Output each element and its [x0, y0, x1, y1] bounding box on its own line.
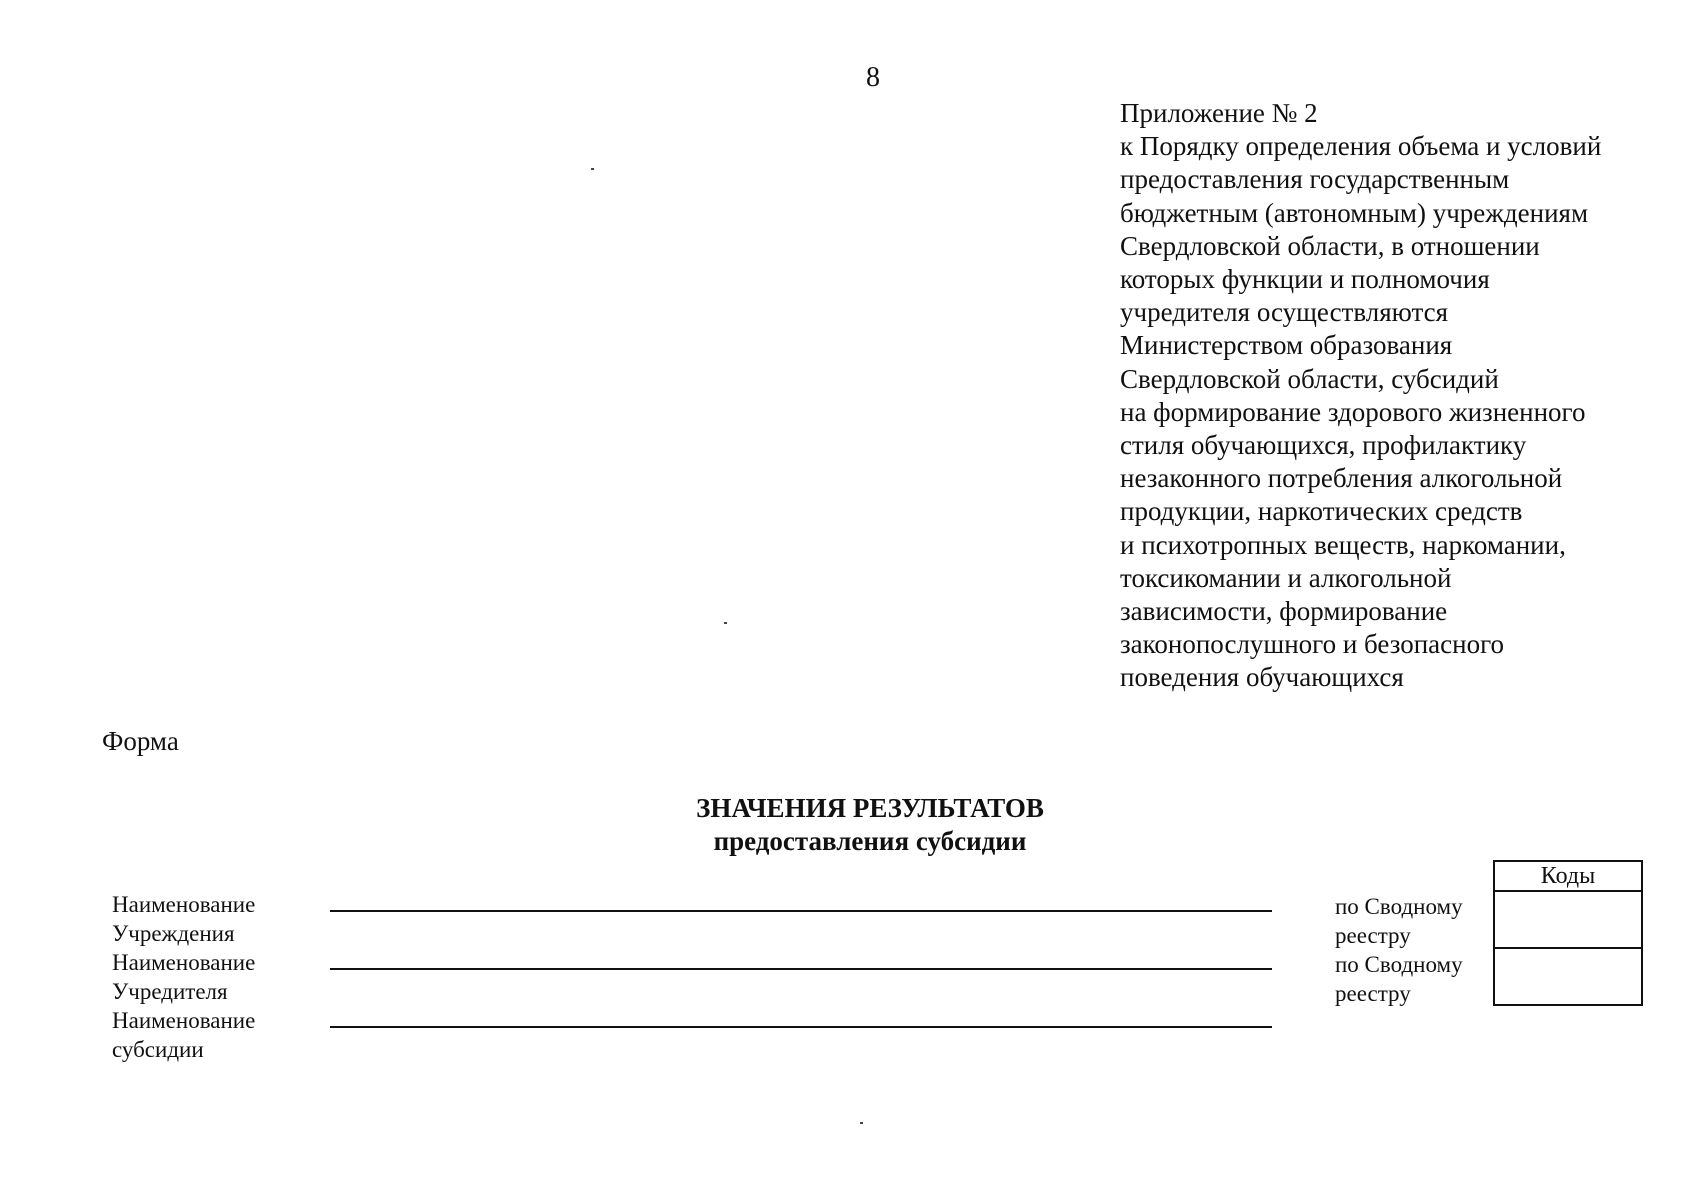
founder-code-cell[interactable] — [1494, 948, 1642, 1005]
appendix-line: незаконного потребления алкогольной — [1120, 463, 1563, 494]
label-line: реестру — [1335, 981, 1411, 1006]
appendix-line: токсикомании и алкогольной — [1120, 562, 1452, 593]
page-number: 8 — [866, 62, 880, 93]
appendix-line: поведения обучающихся — [1120, 662, 1404, 693]
document-title — [0, 792, 1702, 858]
appendix-line: зависимости, формирование — [1120, 596, 1448, 627]
label-line: Наименование — [112, 1008, 256, 1033]
registry-label-institution — [1335, 892, 1495, 950]
appendix-line: Приложение № 2 — [1120, 98, 1318, 128]
label-line: Наименование — [112, 892, 256, 917]
codes-header: Коды — [1494, 861, 1642, 891]
appendix-line: к Порядку определения объема и условий — [1120, 131, 1602, 162]
label-line: субсидии — [112, 1037, 204, 1062]
title-line-2: предоставления субсидии — [713, 826, 1027, 856]
appendix-line: которых функции и полномочия — [1120, 264, 1490, 295]
appendix-line: учредителя осуществляются — [1120, 297, 1448, 328]
subsidy-name-field[interactable] — [330, 1026, 1272, 1028]
scan-speck — [860, 1122, 863, 1124]
founder-name-label — [112, 948, 312, 1006]
subsidy-name-label — [112, 1006, 312, 1064]
title-line-1: ЗНАЧЕНИЯ РЕЗУЛЬТАТОВ — [696, 793, 1044, 823]
appendix-line: законопослушного и безопасного — [1120, 629, 1504, 660]
appendix-line: предоставления государственным — [1120, 164, 1510, 195]
appendix-line: бюджетным (автономным) учреждениям — [1120, 197, 1589, 228]
founder-name-field[interactable] — [330, 968, 1272, 970]
label-line: Учредителя — [112, 979, 228, 1004]
appendix-line: продукции, наркотических средств — [1120, 496, 1523, 527]
codes-table — [1493, 860, 1643, 1006]
appendix-line: и психотропных веществ, наркомании, — [1120, 529, 1566, 560]
institution-name-field[interactable] — [330, 910, 1272, 912]
scan-speck — [591, 168, 594, 170]
institution-name-label — [112, 890, 312, 948]
label-line: по Сводному — [1335, 894, 1463, 919]
appendix-line: стиля обучающихся, профилактику — [1120, 430, 1527, 461]
appendix-line: на формирование здорового жизненного — [1120, 396, 1586, 427]
appendix-line: Министерством образования — [1120, 330, 1453, 361]
label-line: Учреждения — [112, 921, 235, 946]
label-line: реестру — [1335, 923, 1411, 948]
form-label: Форма — [102, 726, 179, 756]
appendix-line: Свердловской области, субсидий — [1120, 363, 1499, 394]
institution-code-cell[interactable] — [1494, 891, 1642, 948]
appendix-line: Свердловской области, в отношении — [1120, 230, 1540, 261]
appendix-block — [1120, 97, 1680, 695]
scan-speck — [724, 622, 727, 624]
label-line: Наименование — [112, 950, 256, 975]
registry-label-founder — [1335, 950, 1495, 1008]
label-line: по Сводному — [1335, 952, 1463, 977]
